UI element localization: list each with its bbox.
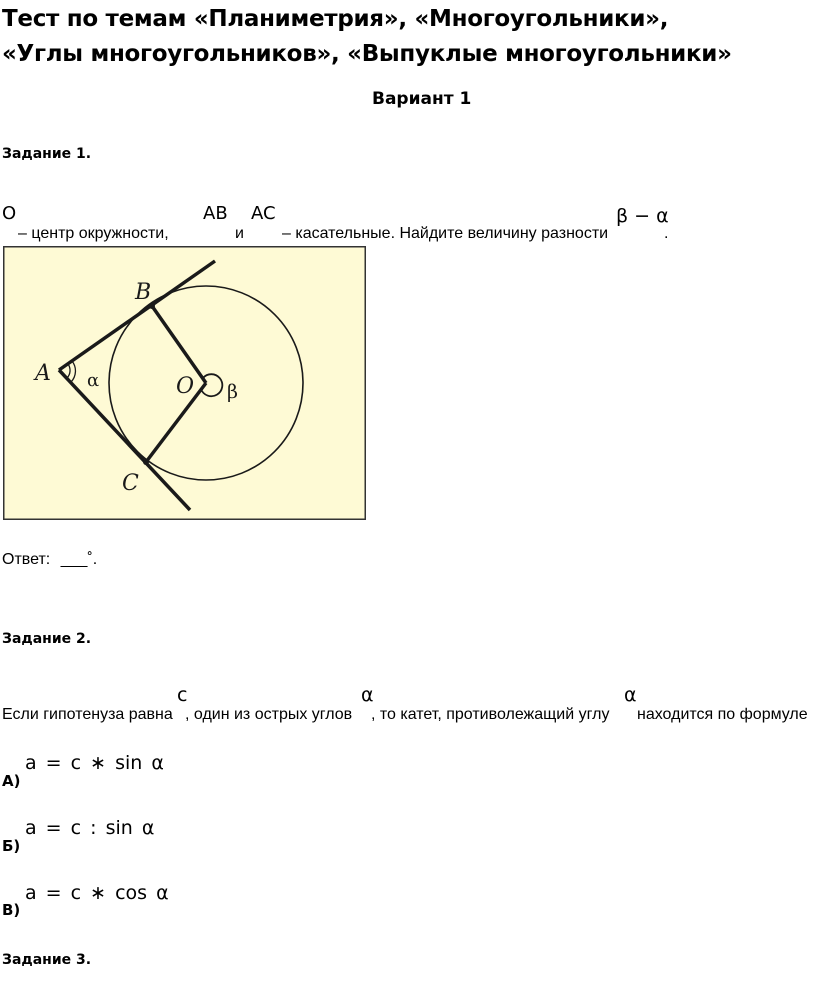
point-c: [143, 459, 149, 465]
option-a-letter[interactable]: А): [2, 772, 21, 790]
expr-beta-minus-alpha: β − α: [616, 205, 669, 227]
answer-label: Ответ:: [2, 551, 51, 568]
title-line-2: «Углы многоугольников», «Выпуклые многоугольники»: [2, 41, 732, 67]
option-b-formula: a = c : sin α: [25, 817, 155, 839]
task1-header: Задание 1.: [2, 146, 92, 162]
task1-text-and: и: [235, 225, 244, 242]
task2-header: Задание 2.: [2, 631, 92, 647]
task1-text-tangent: – касательные. Найдите величину разности: [282, 225, 609, 242]
var-alpha-1: α: [361, 684, 374, 706]
variant-heading: Вариант 1: [372, 89, 472, 109]
task3-header: Задание 3.: [2, 952, 92, 968]
label-c: C: [122, 471, 139, 496]
task1-text-center: – центр окружности,: [18, 225, 169, 242]
task2-text-2: , один из острых углов: [185, 706, 353, 723]
label-o: O: [176, 374, 195, 399]
var-c: c: [177, 684, 188, 706]
task2-text-4: находится по формуле: [637, 706, 808, 723]
label-b: B: [135, 280, 152, 305]
option-a-formula: a = c ∗ sin α: [25, 752, 164, 774]
task1-period: .: [664, 225, 669, 242]
option-b-letter[interactable]: Б): [2, 837, 21, 855]
label-a: A: [35, 361, 51, 386]
label-alpha: α: [87, 370, 100, 391]
var-ac: AC: [251, 203, 276, 224]
task2-text-1: Если гипотенуза равна: [2, 706, 173, 723]
geometry-figure: [3, 246, 366, 520]
option-c-letter[interactable]: В): [2, 901, 21, 919]
answer-suffix: ˚.: [87, 551, 98, 568]
var-o: O: [2, 203, 17, 224]
option-c-formula: a = c ∗ cos α: [25, 882, 169, 904]
task2-text-3: , то катет, противолежащий углу: [371, 706, 610, 723]
label-beta: β: [227, 381, 238, 403]
answer-blank[interactable]: ___: [60, 551, 88, 568]
var-alpha-2: α: [624, 684, 637, 706]
var-ab: AB: [203, 203, 228, 224]
title-line-1: Тест по темам «Планиметрия», «Многоугольники»,: [2, 6, 669, 32]
answer-line: [2, 551, 97, 569]
